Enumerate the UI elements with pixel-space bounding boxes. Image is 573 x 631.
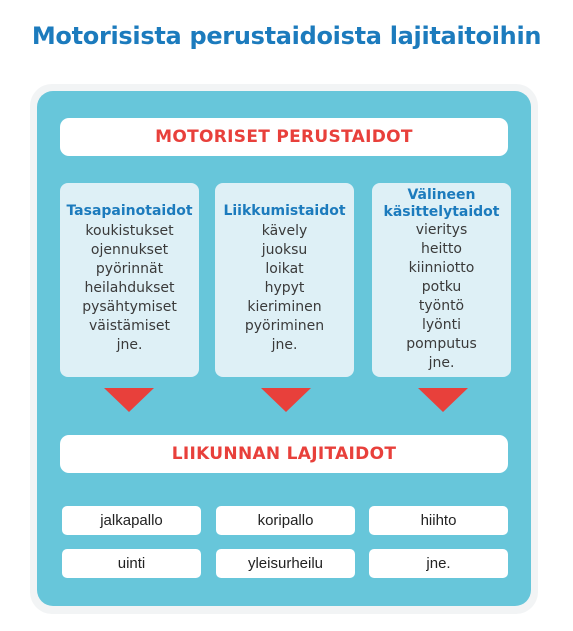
- list-item: vieritys: [415, 222, 468, 238]
- balance-skills-heading: Tasapainotaidot: [66, 203, 193, 219]
- object-control-skills-list: [372, 221, 511, 373]
- locomotion-skills-list: [215, 222, 354, 355]
- down-arrow-icon: [104, 388, 154, 412]
- list-item: loikat: [265, 261, 304, 277]
- list-item: juoksu: [261, 242, 308, 258]
- list-item: koukistukset: [85, 223, 174, 239]
- list-item: potku: [421, 279, 462, 295]
- list-item: väistämiset: [88, 318, 171, 334]
- locomotion-skills-box: [215, 183, 354, 377]
- sport-item: hiihto: [369, 506, 508, 535]
- locomotion-skills-heading: Liikkumistaidot: [223, 203, 346, 219]
- list-item: kävely: [261, 223, 308, 239]
- object-control-skills-box: [372, 183, 511, 377]
- list-item: ojennukset: [90, 242, 169, 258]
- list-item: työntö: [418, 298, 465, 314]
- sport-item: jalkapallo: [62, 506, 201, 535]
- down-arrow-icon: [418, 388, 468, 412]
- list-item: pysähtymiset: [82, 299, 177, 315]
- list-item: jne.: [271, 337, 298, 353]
- down-arrow-icon: [261, 388, 311, 412]
- list-item: kieriminen: [247, 299, 322, 315]
- sport-item: jne.: [369, 549, 508, 578]
- motor-skills-banner: MOTORISET PERUSTAIDOT: [60, 118, 508, 156]
- object-control-heading-line-2: käsittelytaidot: [383, 204, 500, 220]
- list-item: jne.: [428, 355, 455, 371]
- list-item: pomputus: [406, 336, 477, 352]
- balance-skills-list: [60, 222, 199, 355]
- list-item: kiinniotto: [408, 260, 475, 276]
- list-item: hypyt: [264, 280, 305, 296]
- list-item: heilahdukset: [84, 280, 175, 296]
- list-item: pyörinnät: [95, 261, 164, 277]
- sport-item: koripallo: [216, 506, 355, 535]
- object-control-heading-line-1: Välineen: [407, 187, 476, 203]
- list-item: lyönti: [422, 317, 461, 333]
- sport-item: yleisurheilu: [216, 549, 355, 578]
- list-item: heitto: [421, 241, 462, 257]
- balance-skills-box: [60, 183, 199, 377]
- list-item: pyöriminen: [244, 318, 325, 334]
- sport-item: uinti: [62, 549, 201, 578]
- sport-skills-banner: LIIKUNNAN LAJITAIDOT: [60, 435, 508, 473]
- list-item: jne.: [116, 337, 143, 353]
- page-title: Motorisista perustaidoista lajitaitoihin: [31, 22, 542, 50]
